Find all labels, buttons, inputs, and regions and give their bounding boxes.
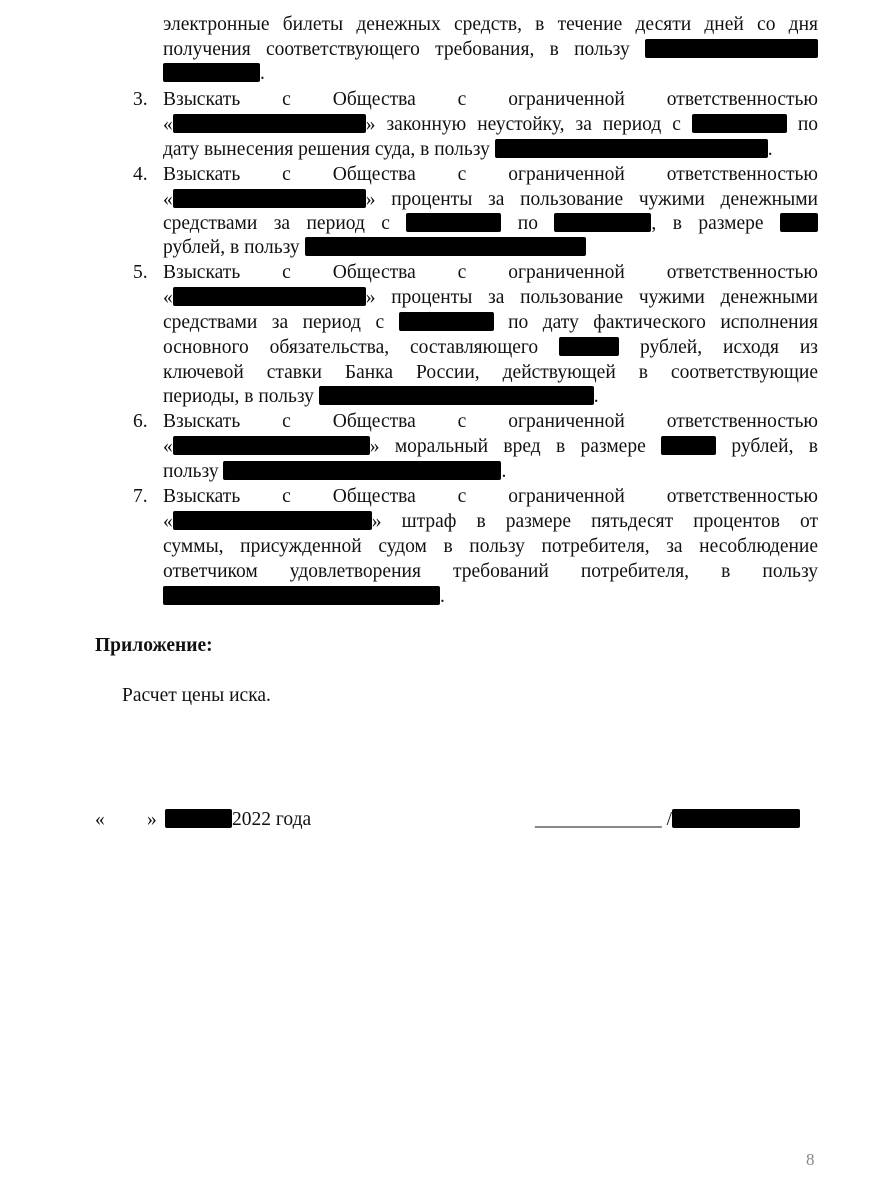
paragraph-text: рублей, в — [731, 436, 818, 457]
date-quote-close: » — [147, 809, 157, 830]
paragraph-text: » моральный вред в размере — [369, 436, 646, 457]
paragraph-text: по — [517, 213, 538, 234]
list-item — [163, 163, 818, 187]
paragraph-text: » законную неустойку, за период с — [365, 114, 681, 135]
date — [165, 808, 311, 832]
paragraph-text: Взыскать с Общества с ограниченной ответственностью — [163, 411, 818, 432]
paragraph-text: пользу — [163, 461, 219, 482]
paragraph-text: , в размере — [651, 213, 764, 234]
paragraph-text: ответчиком удовлетворения требований потребителя, в пользу — [163, 561, 818, 582]
punctuation: « — [163, 287, 173, 308]
text-line — [163, 38, 818, 62]
redaction — [406, 213, 501, 232]
paragraph-text: средствами за период с — [163, 213, 390, 234]
paragraph-text: ключевой ставки Банка России, действующей в соответствующие — [163, 362, 818, 383]
text-line — [163, 13, 818, 37]
paragraph-text: по — [797, 114, 819, 135]
text-line — [163, 212, 818, 236]
list-number: 3. — [133, 89, 148, 110]
redaction — [163, 586, 440, 605]
text-line — [163, 560, 818, 584]
text-line — [163, 138, 818, 162]
list-item — [163, 410, 818, 434]
redaction — [173, 511, 372, 530]
paragraph-text: рублей, исходя из — [640, 337, 819, 358]
list-item — [163, 485, 818, 509]
paragraph-text: » проценты за пользование чужими денежными — [365, 287, 818, 308]
paragraph-text: рублей, в пользу — [163, 237, 300, 258]
date-quote-open: « — [95, 809, 105, 830]
list-number: 4. — [133, 164, 148, 185]
text-line — [163, 510, 818, 534]
paragraph-text: Взыскать с Общества с ограниченной ответственностью — [163, 262, 818, 283]
paragraph-text: электронные билеты денежных средств, в течение десяти дней со дня — [163, 14, 818, 35]
redaction — [319, 386, 594, 405]
punctuation: « — [163, 114, 173, 135]
text-line — [163, 535, 818, 559]
date-year: 2022 года — [232, 809, 312, 830]
punctuation: « — [163, 189, 173, 210]
redaction — [173, 287, 366, 306]
text-line — [163, 585, 818, 609]
paragraph-text: по дату фактического исполнения — [508, 312, 819, 333]
redaction — [661, 436, 716, 455]
punctuation: . — [593, 386, 599, 407]
text-line — [163, 435, 818, 459]
text-line — [163, 286, 818, 310]
paragraph-text: средствами за период с — [163, 312, 385, 333]
punctuation: . — [260, 63, 265, 84]
punctuation: « — [163, 436, 173, 457]
paragraph-text: получения соответствующего требования, в пользу — [163, 39, 630, 60]
redaction — [163, 63, 260, 82]
appendix-heading: Приложение: — [95, 635, 213, 656]
redaction — [554, 213, 651, 232]
text-line — [163, 236, 818, 260]
paragraph-text: Взыскать с Общества с ограниченной ответственностью — [163, 486, 818, 507]
redaction — [173, 436, 370, 455]
list-number: 5. — [133, 262, 148, 283]
text-line — [163, 460, 818, 484]
punctuation: . — [501, 461, 507, 482]
paragraph-text: » проценты за пользование чужими денежными — [365, 189, 818, 210]
redaction — [559, 337, 619, 356]
text-line — [163, 188, 818, 212]
paragraph-text: Взыскать с Общества с ограниченной ответственностью — [163, 164, 818, 185]
redaction — [305, 237, 586, 256]
list-number: 6. — [133, 411, 148, 432]
list-number: 7. — [133, 486, 148, 507]
redaction — [495, 139, 768, 158]
list-item — [163, 88, 818, 112]
paragraph-text: » штраф в размере пятьдесят процентов от — [371, 511, 818, 532]
redaction — [223, 461, 501, 480]
punctuation: . — [767, 139, 773, 160]
signature-field — [535, 808, 800, 832]
appendix-item: Расчет цены иска. — [122, 685, 271, 706]
paragraph-text: Взыскать с Общества с ограниченной ответственностью — [163, 89, 818, 110]
list-item — [163, 261, 818, 285]
text-line — [163, 311, 818, 335]
paragraph-text: дату вынесения решения суда, в пользу — [163, 139, 490, 160]
signature-line: _____________ — [535, 809, 662, 830]
paragraph-text: основного обязательства, составляющего — [163, 337, 539, 358]
redaction — [672, 809, 800, 828]
text-line — [163, 336, 818, 360]
redaction — [173, 189, 366, 208]
redaction — [692, 114, 787, 133]
redaction — [399, 312, 494, 331]
text-line — [163, 385, 818, 409]
paragraph-text: суммы, присужденной судом в пользу потребителя, за несоблюдение — [163, 536, 818, 557]
text-line — [163, 361, 818, 385]
page-number: 8 — [806, 1150, 815, 1169]
text-line — [163, 62, 818, 86]
signature-slash: / — [666, 809, 673, 830]
redaction — [645, 39, 818, 58]
redaction — [173, 114, 366, 133]
redaction — [780, 213, 818, 232]
punctuation: « — [163, 511, 173, 532]
redaction — [165, 809, 232, 828]
punctuation: . — [440, 586, 445, 607]
paragraph-text: периоды, в пользу — [163, 386, 314, 407]
text-line — [163, 113, 818, 137]
